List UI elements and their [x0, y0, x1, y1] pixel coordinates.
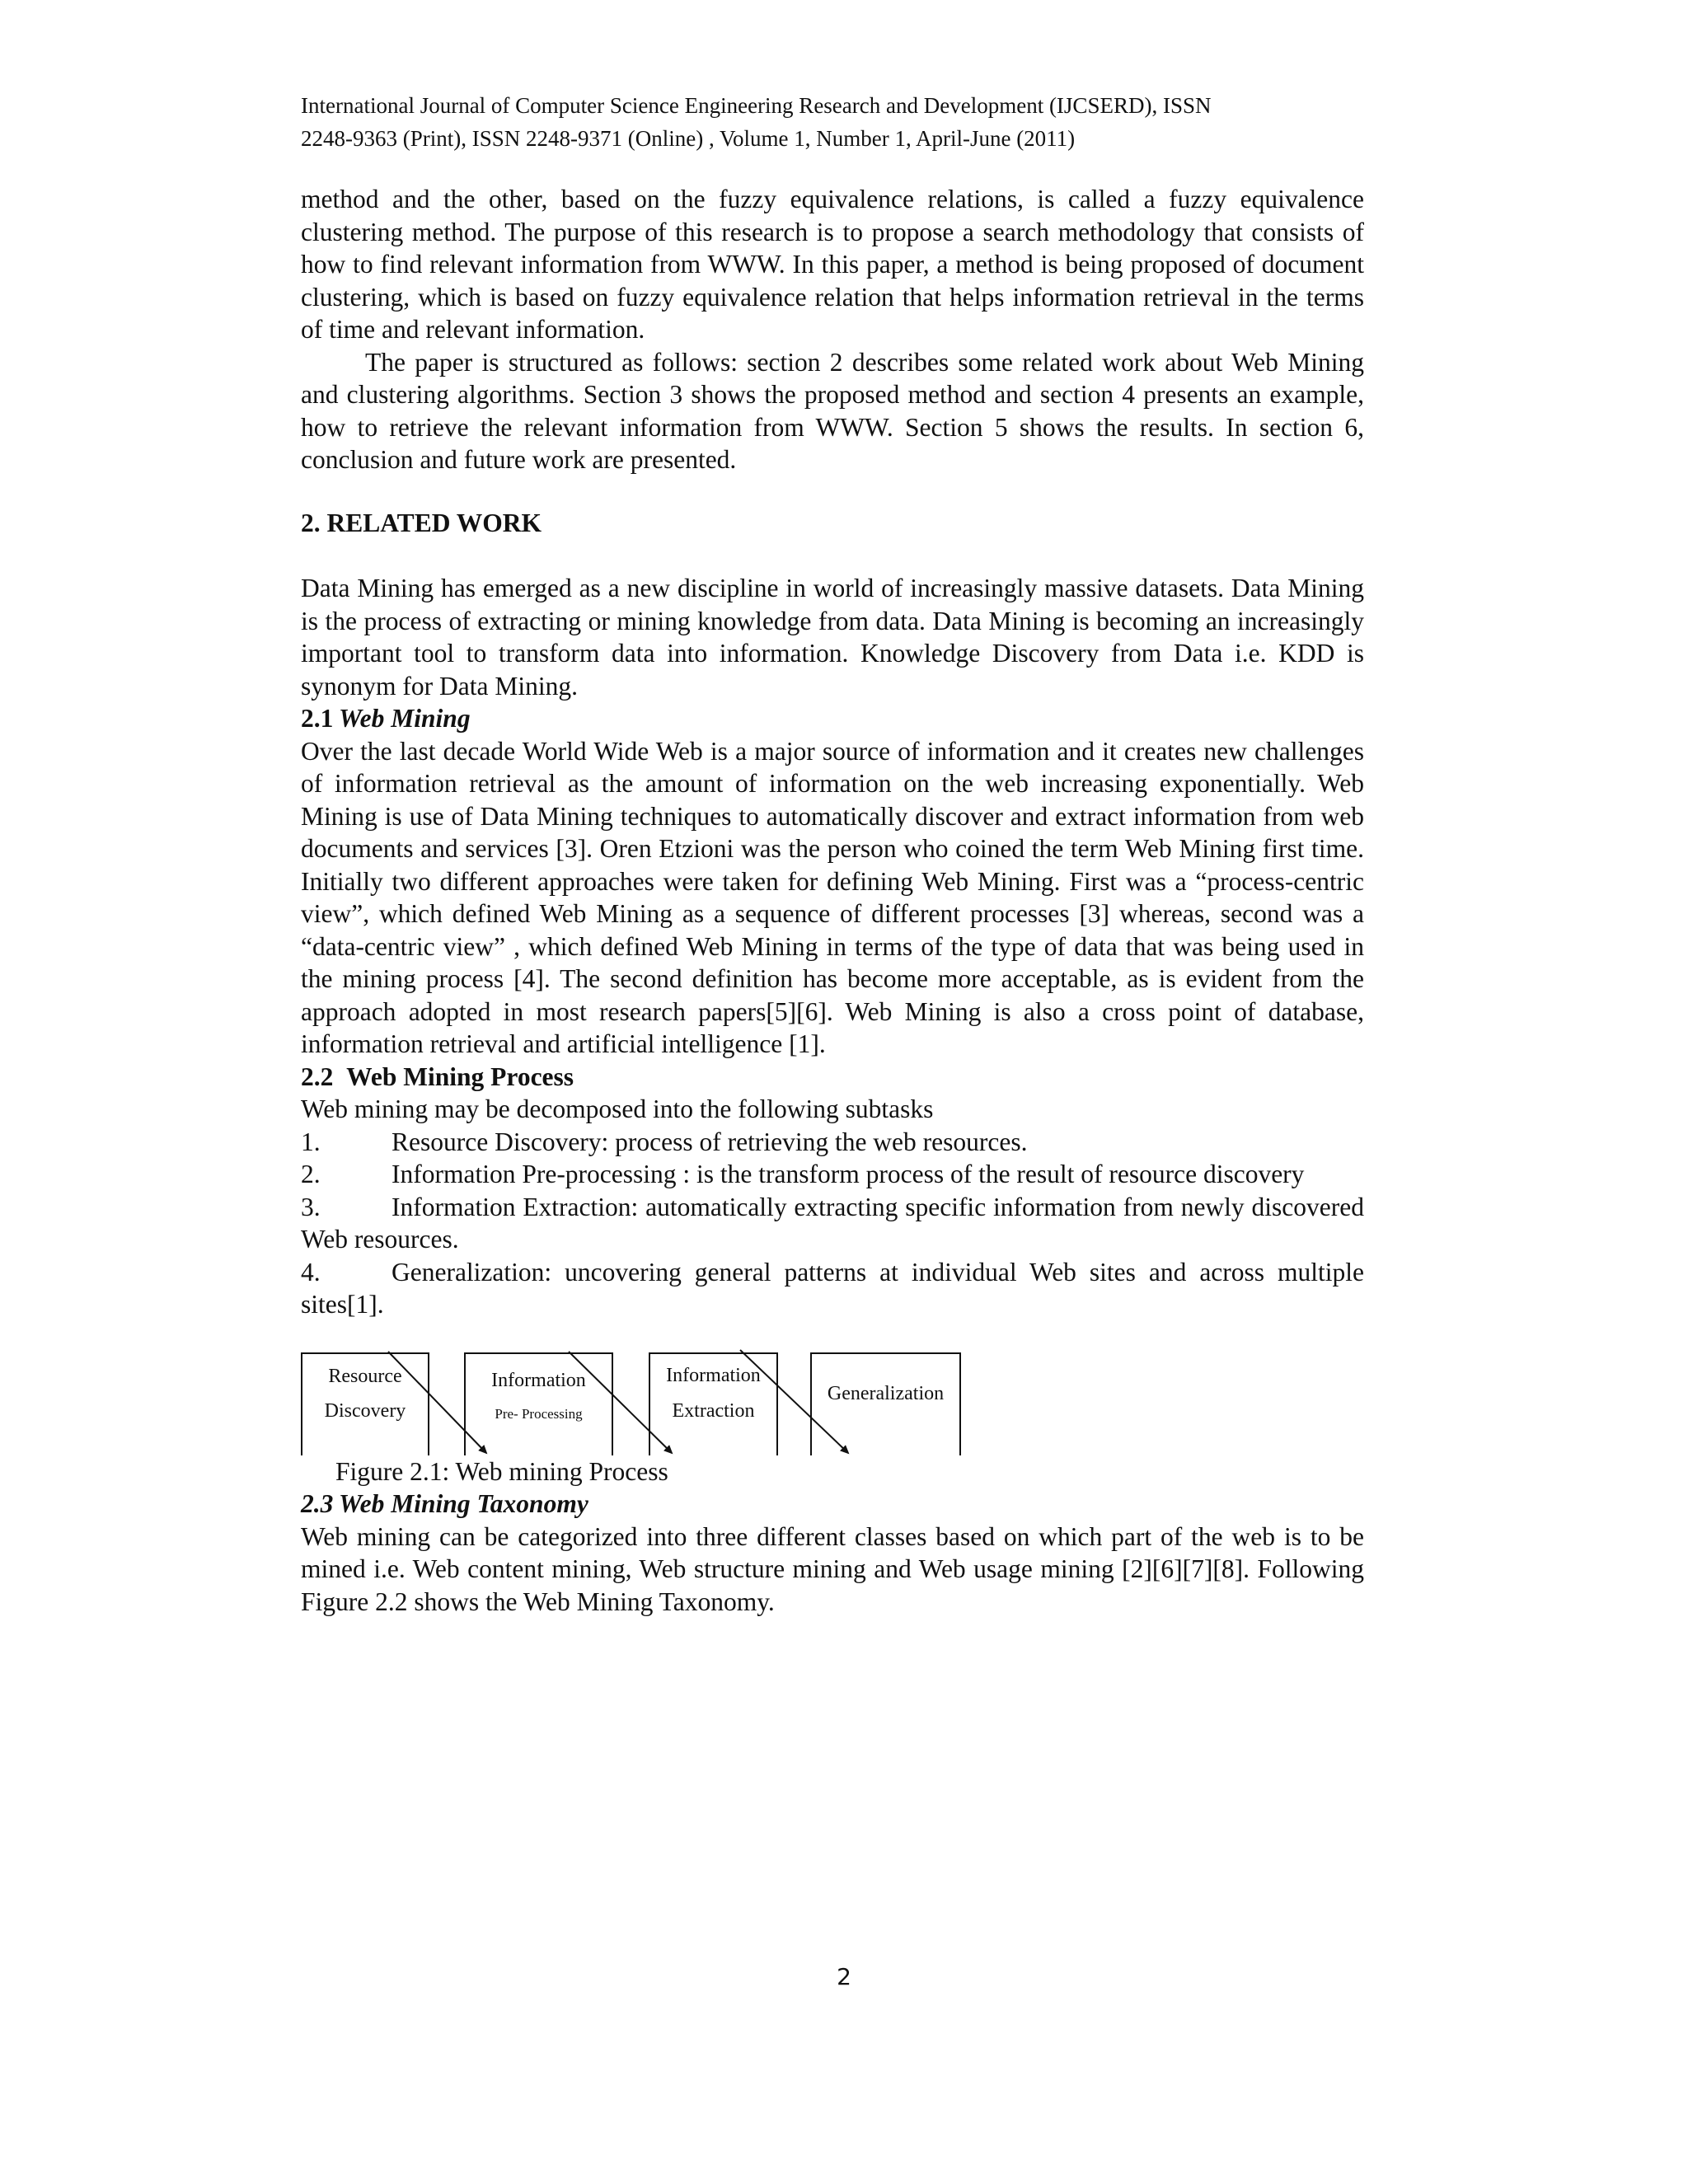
list-item-text: Information Pre-processing : is the transform process of the result of resource discovery	[392, 1160, 1305, 1188]
list-item-text: Resource Discovery: process of retrieving the web resources.	[392, 1127, 1028, 1156]
section-2-3-title: Web Mining Taxonomy	[339, 1489, 588, 1518]
section-2-1-title: Web Mining	[339, 704, 471, 733]
journal-header-line-2: 2248-9363 (Print), ISSN 2248-9371 (Online) , Volume 1, Number 1, April-June (2011)	[301, 126, 1076, 151]
intro-paragraph-2: The paper is structured as follows: section 2 describes some related work about Web Mining and clustering algorithms. Section 3 shows the proposed method and section 4 presents an example, how to retrieve the relevant information from WWW. Section 5 shows the results. In section 6, conclusion and future work are presented.	[301, 347, 1364, 474]
list-item	[301, 1191, 1364, 1256]
box-label-line-1: Generalization	[827, 1382, 945, 1404]
box-label-line-1: Information	[666, 1364, 761, 1386]
box-label-line-2: Pre- Processing	[495, 1405, 583, 1422]
list-item-text: Generalization: uncovering general patterns at individual Web sites and across multiple sites[1].	[301, 1257, 1364, 1319]
list-item	[301, 1256, 1364, 1321]
list-item	[301, 1126, 1364, 1159]
section-2-3-heading	[301, 1488, 1364, 1521]
list-item-number: 4.	[301, 1257, 321, 1286]
web-mining-process-figure	[301, 1348, 1125, 1455]
list-item-number: 1.	[301, 1127, 321, 1156]
section-2-2-title: Web Mining Process	[346, 1062, 574, 1091]
paper-page	[301, 89, 1364, 1618]
figure-2-1-caption: Figure 2.1: Web mining Process	[335, 1456, 668, 1486]
related-work-paragraph: Data Mining has emerged as a new discipline in world of increasingly massive datasets. Data Mining is the process of extracting or mining knowledge from data. Data Mining is becoming an increasingly important tool to transform data into information. Knowledge Discovery from Data i.e. KDD is synonym for Data Mining.	[301, 574, 1364, 701]
page-number: 2	[837, 1963, 851, 1990]
web-mining-paragraph: Over the last decade World Wide Web is a major source of information and it creates new challenges of information retrieval as the amount of information on the web increasing exponentially. Web Mining is use of Data Mining techniques to automatically discover and extract information from web documents and services [3]. Oren Etzioni was the person who coined the term Web Mining first time. Initially two different approaches were taken for defining Web Mining. First was a “process-centric view”, which defined Web Mining as a sequence of different processes [3] whereas, second was a “data-centric view” , which defined Web Mining in terms of the type of data that was being used in the mining process [4]. The second definition has become more acceptable, as is evident from the approach adopted in most research papers[5][6]. Web Mining is also a cross point of database, information retrieval and artificial intelligence [1].	[301, 736, 1364, 1058]
list-item-number: 2.	[301, 1160, 321, 1188]
intro-paragraph-1: method and the other, based on the fuzzy equivalence relations, is called a fuzzy equivalence clustering method. The purpose of this research is to propose a search methodology that consists of how to find relevant information from WWW. In this paper, a method is being proposed of document clustering, which is based on fuzzy equivalence relation that helps information retrieval in the terms of time and relevant information.	[301, 185, 1364, 344]
list-item-text: Information Extraction: automatically extracting specific information from newly discovered Web resources.	[301, 1192, 1364, 1254]
section-2-1-number: 2.1	[301, 704, 334, 733]
section-2-3-number: 2.3	[301, 1489, 334, 1518]
section-2-2-number: 2.2	[301, 1062, 334, 1091]
process-intro: Web mining may be decomposed into the following subtasks	[301, 1094, 934, 1123]
box-label-line-2: Extraction	[672, 1399, 755, 1422]
journal-header-line-1: International Journal of Computer Science Engineering Research and Development (IJCSERD), ISSN	[301, 93, 1212, 118]
section-2-2-heading	[301, 1061, 1364, 1094]
section-2-heading: 2. RELATED WORK	[301, 508, 542, 537]
taxonomy-paragraph: Web mining can be categorized into three different classes based on which part of the web is to be mined i.e. Web content mining, Web structure mining and Web usage mining [2][6][7][8]. Following Figure 2.2 shows the Web Mining Taxonomy.	[301, 1521, 1364, 1616]
section-2-1-heading	[301, 702, 1364, 735]
list-item	[301, 1158, 1364, 1191]
process-subtask-list	[301, 1126, 1364, 1321]
box-label-line-1: Information	[491, 1369, 586, 1391]
list-item-number: 3.	[301, 1192, 321, 1221]
box-label-line-2: Discovery	[324, 1399, 406, 1422]
box-label-line-1: Resource	[328, 1365, 402, 1387]
